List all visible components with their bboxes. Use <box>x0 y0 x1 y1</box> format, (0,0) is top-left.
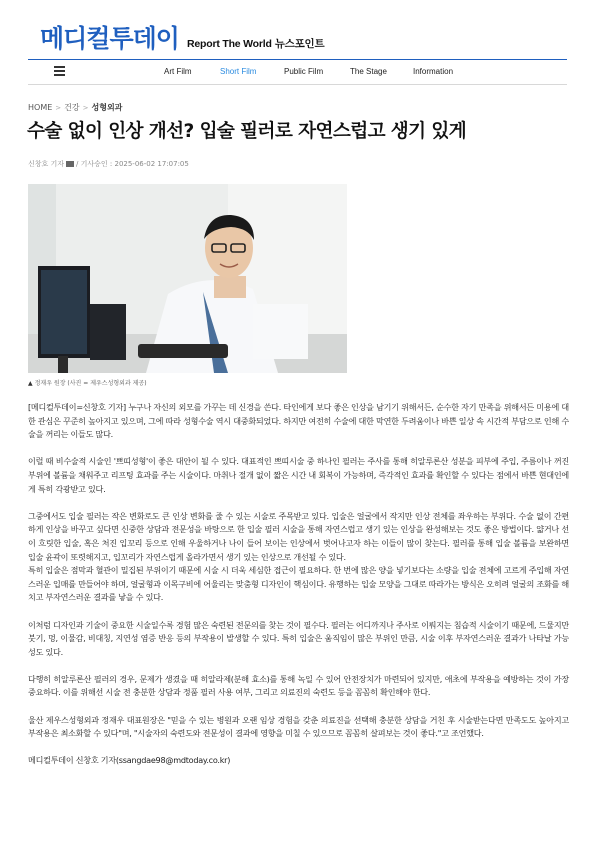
reporter-name: 신창호 기자 <box>28 160 65 168</box>
article-paragraph-4: 특히 입술은 점막과 혈관이 밀집된 부위이기 때문에 시술 시 더욱 세심한 접근이 필요하다. 한 번에 많은 양을 넣기보다는 소량을 입술 전체에 고르게 주입해 자연스러운 입매를 만들어야 하며, 얼굴형과 이목구비에 어울리는 맞춤형 디자인이 핵심이다. 유행하는 입술 모양을 그대로 따라가는 방식은 오히려 얼굴의 조화를 해치고 부자연스러운 결과를 낳을 수 있다. <box>28 565 569 603</box>
nav-item-the-stage[interactable]: The Stage <box>350 67 387 76</box>
article-paragraph-2: 이럴 때 비수술적 시술인 '쁘띠성형'이 좋은 대안이 될 수 있다. 대표적인 쁘띠시술 중 하나인 필러는 주사를 통해 히알루론산 성분을 피부에 주입, 주름이나 꺼진 부위에 볼륨을 채워주고 리프팅 효과를 주는 시술이다. 마취나 절개 없이 짧은 시간 내 회복이 가능하며, 즉각적인 효과를 확인할 수 있다는 점에서 바쁜 현대인에게 특히 각광받고 있다. <box>28 456 569 494</box>
triangle-up-icon: ▲ <box>28 380 33 387</box>
article-paragraph-5: 이처럼 디자인과 기술이 중요한 시술일수록 경험 많은 숙련된 전문의를 찾는 것이 필수다. 필러는 어디까지나 주사로 이뤄지는 침습적 시술이기 때문에, 드물지만 붓기, 멍, 이물감, 비대칭, 지연성 염증 반응 등의 부작용이 발생할 수 있다. 특히 입술은 움직임이 많은 부위인 만큼, 시술 이후 부자연스러운 결과가 나타날 가능성도 있다. <box>28 619 569 657</box>
article-byline[interactable]: 메디컬투데이 신창호 기자(ssangdae98@mdtoday.co.kr) <box>28 755 231 766</box>
tagline-ko: 뉴스포인트 <box>274 38 325 50</box>
breadcrumb-home[interactable]: HOME <box>28 103 53 112</box>
site-header <box>0 0 595 60</box>
article-body <box>28 401 569 782</box>
photo-caption-text: 정재우 원장 (사진 = 제우스성형외과 제공) <box>34 380 147 387</box>
approval-date: 기사승인 : 2025-06-02 17:07:05 <box>80 160 189 168</box>
nav-item-short-film[interactable]: Short Film <box>220 67 257 76</box>
breadcrumb <box>28 102 122 113</box>
nav-item-public-film[interactable]: Public Film <box>284 67 324 76</box>
article-paragraph-6: 다행히 히알루론산 필러의 경우, 문제가 생겼을 때 히알라제(분해 효소)를 통해 녹일 수 있어 안전장치가 마련되어 있지만, 애초에 부작용을 예방하는 것이 가장 중요하다. 이를 위해선 시술 전 충분한 상담과 정품 필러 사용 여부, 그리고 의료진의 숙련도 등을 꼼꼼히 확인해야 한다. <box>28 673 569 698</box>
chevron-right-icon: > <box>82 104 89 112</box>
chevron-right-icon: > <box>55 104 62 112</box>
site-logo[interactable]: 메디컬투데이 <box>40 24 179 53</box>
breadcrumb-current[interactable]: 성형외과 <box>91 103 123 112</box>
article-paragraph-1: [메디컬투데이=신창호 기자] 누구나 자신의 외모를 가꾸는 데 신경을 쓴다. 타인에게 보다 좋은 인상을 남기기 위해서든, 순수한 자기 만족을 위해서든 미용에 대한 관심은 꾸준히 높아지고 있으며, 그에 따라 성형수술 역시 대중화되었다. 하지만 여전히 수술에 대한 막연한 두려움이나 바쁜 일상 속 시간적 부담으로 인해 수술을 꺼리는 이들도 많다. <box>28 402 569 440</box>
article-paragraph-7: 울산 제우스성형외과 정재우 대표원장은 "믿을 수 있는 병원과 오랜 임상 경험을 갖춘 의료진을 선택해 충분한 상담을 거친 후 시술받는다면 만족도도 높아지고 부작용은 최소화할 수 있다"며, "시술자의 숙련도와 전문성이 결과에 영향을 미칠 수 있으므로 꼼꼼히 살펴보는 것이 좋다."고 조언했다. <box>28 714 569 739</box>
site-tagline <box>187 36 324 51</box>
article-meta: 신창호 기자 / 기사승인 : 2025-06-02 17:07:05 <box>28 160 189 168</box>
nav-item-information[interactable]: Information <box>413 67 454 76</box>
article-title: 수술 없이 인상 개선? 입술 필러로 자연스럽고 생기 있게 <box>27 121 467 142</box>
main-nav <box>28 59 567 85</box>
photo-caption <box>28 378 147 387</box>
article-paragraph-3: 그중에서도 입술 필러는 작은 변화로도 큰 인상 변화를 줄 수 있는 시술로 주목받고 있다. 입술은 얼굴에서 작지만 인상 전체를 좌우하는 부위다. 수술 없이 간편하게 인상을 바꾸고 싶다면 신중한 상담과 전문성을 바탕으로 한 입술 필러 시술을 통해 자연스럽고 생기 있는 인상을 완성해보는 것도 좋은 방법이다. 얇거나 선이 흐릿한 입술, 혹은 처진 입꼬리 등으로 인해 우울하거나 나이 들어 보이는 인상에서 벗어나고자 하는 이들이 많이 찾는다. 필러를 통해 입술 볼륨을 보완하면 입술 윤곽이 또렷해지고, 입꼬리가 자연스럽게 올라가면서 생기 있는 인상으로 개선될 수 있다. <box>28 510 569 562</box>
mail-icon[interactable] <box>66 161 74 167</box>
hamburger-icon[interactable] <box>54 66 65 77</box>
breadcrumb-section[interactable]: 건강 <box>64 103 80 112</box>
article-photo <box>28 184 347 373</box>
nav-item-art-film[interactable]: Art Film <box>164 67 192 76</box>
tagline-en: Report The World <box>187 38 272 50</box>
doctor-photo-illustration <box>28 184 347 373</box>
